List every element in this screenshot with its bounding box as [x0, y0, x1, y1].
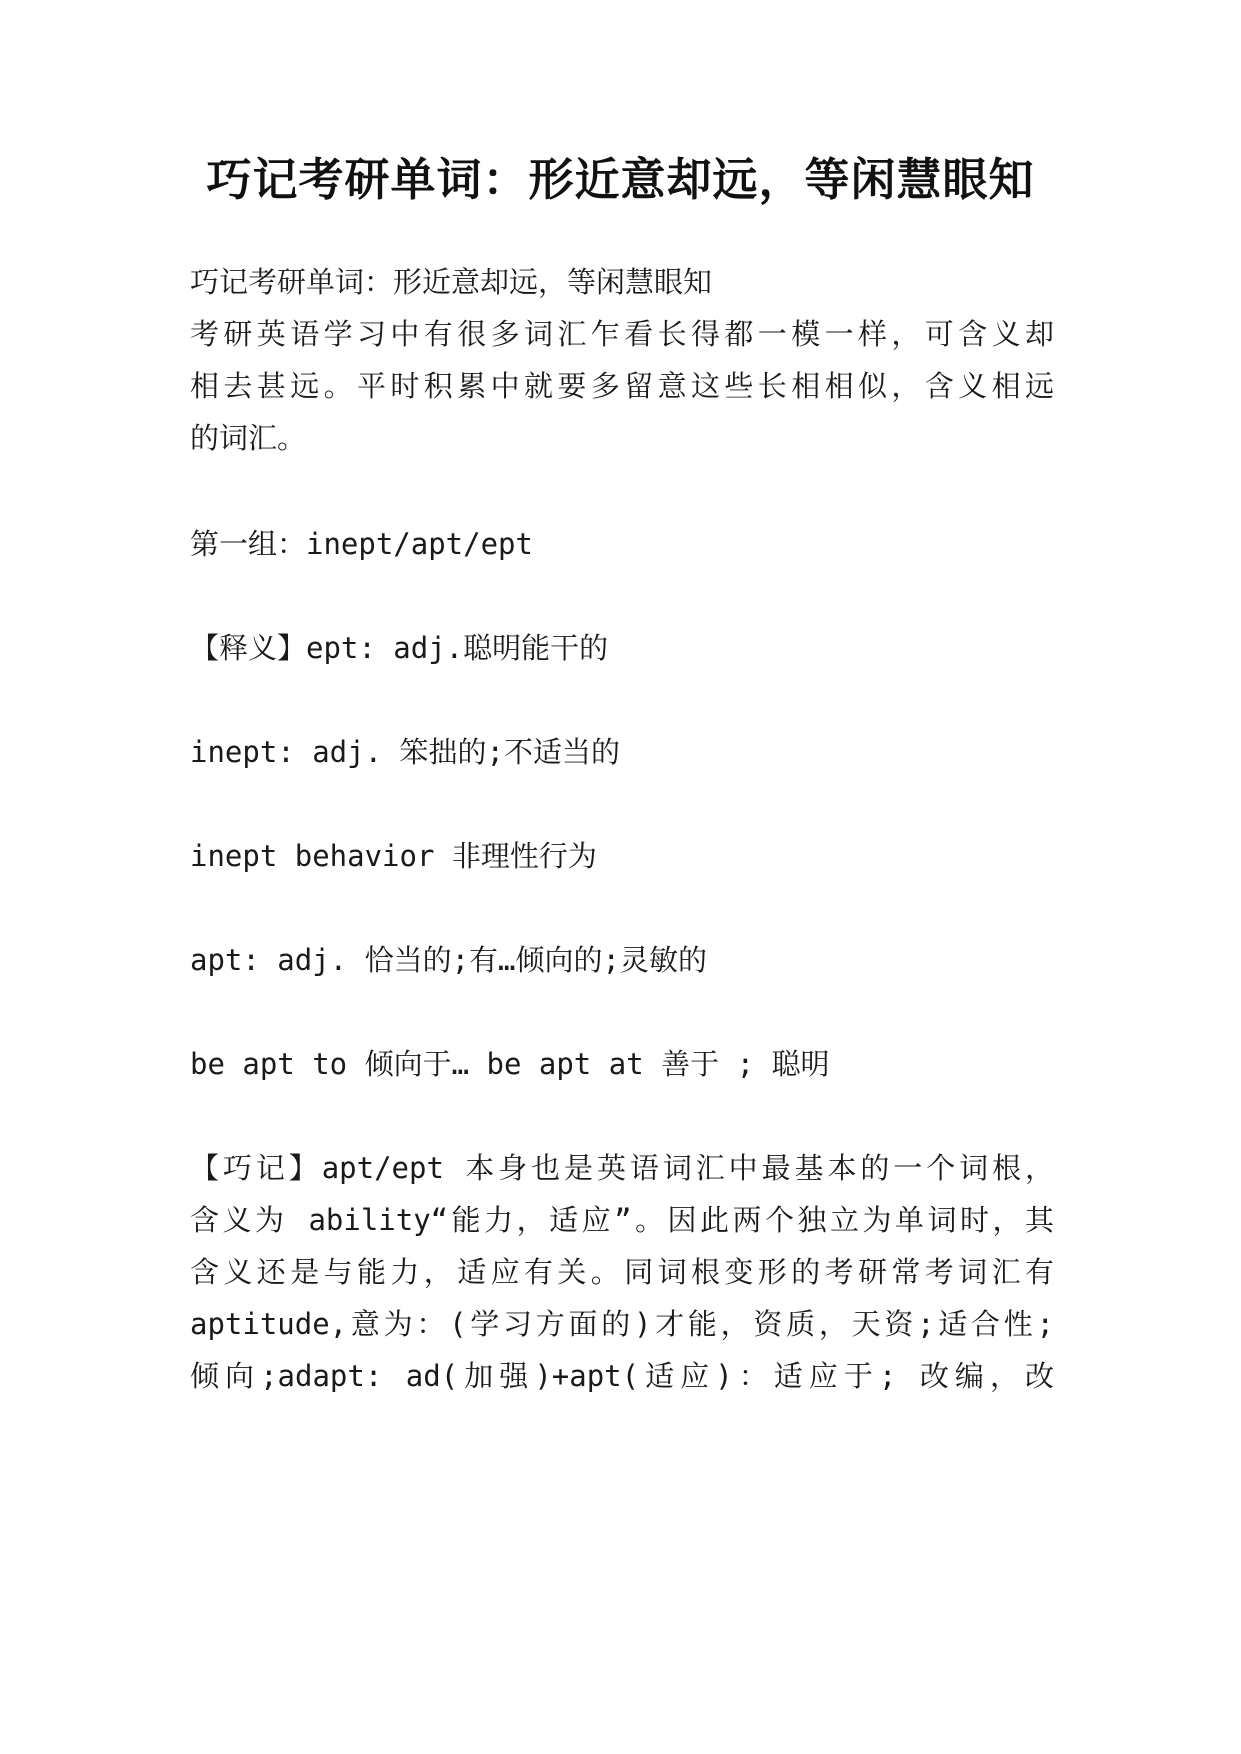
definition-line: 【释义】ept: adj.聪明能干的 [190, 631, 609, 665]
memory-line: 倾向;adapt: ad(加强)+apt(适应)：适应于; 改编，改 [190, 1359, 1054, 1393]
intro-line: 考研英语学习中有很多词汇乍看长得都一模一样，可含义却 [190, 317, 1054, 351]
inept-example: inept behavior 非理性行为 [190, 839, 597, 873]
inept-definition: inept: adj. 笨拙的;不适当的 [190, 735, 620, 769]
apt-example: be apt to 倾向于… be apt at 善于 ; 聪明 [190, 1047, 830, 1081]
memory-line: 含义为 ability“能力，适应”。因此两个独立为单词时，其 [190, 1203, 1054, 1237]
intro-line: 的词汇。 [190, 421, 307, 455]
memory-line: 含义还是与能力，适应有关。同词根变形的考研常考词汇有 [190, 1255, 1054, 1289]
intro-line: 相去甚远。平时积累中就要多留意这些长相相似，含义相远 [190, 369, 1054, 403]
intro-line: 巧记考研单词：形近意却远，等闲慧眼知 [190, 265, 713, 299]
document-title: 巧记考研单词：形近意却远，等闲慧眼知 [206, 153, 1035, 206]
memory-line: aptitude,意为：(学习方面的)才能，资质，天资;适合性; [190, 1307, 1054, 1341]
group-heading: 第一组：inept/apt/ept [190, 527, 533, 561]
memory-line: 【巧记】apt/ept 本身也是英语词汇中最基本的一个词根， [190, 1151, 1054, 1185]
apt-definition: apt: adj. 恰当的;有…倾向的;灵敏的 [190, 943, 707, 977]
